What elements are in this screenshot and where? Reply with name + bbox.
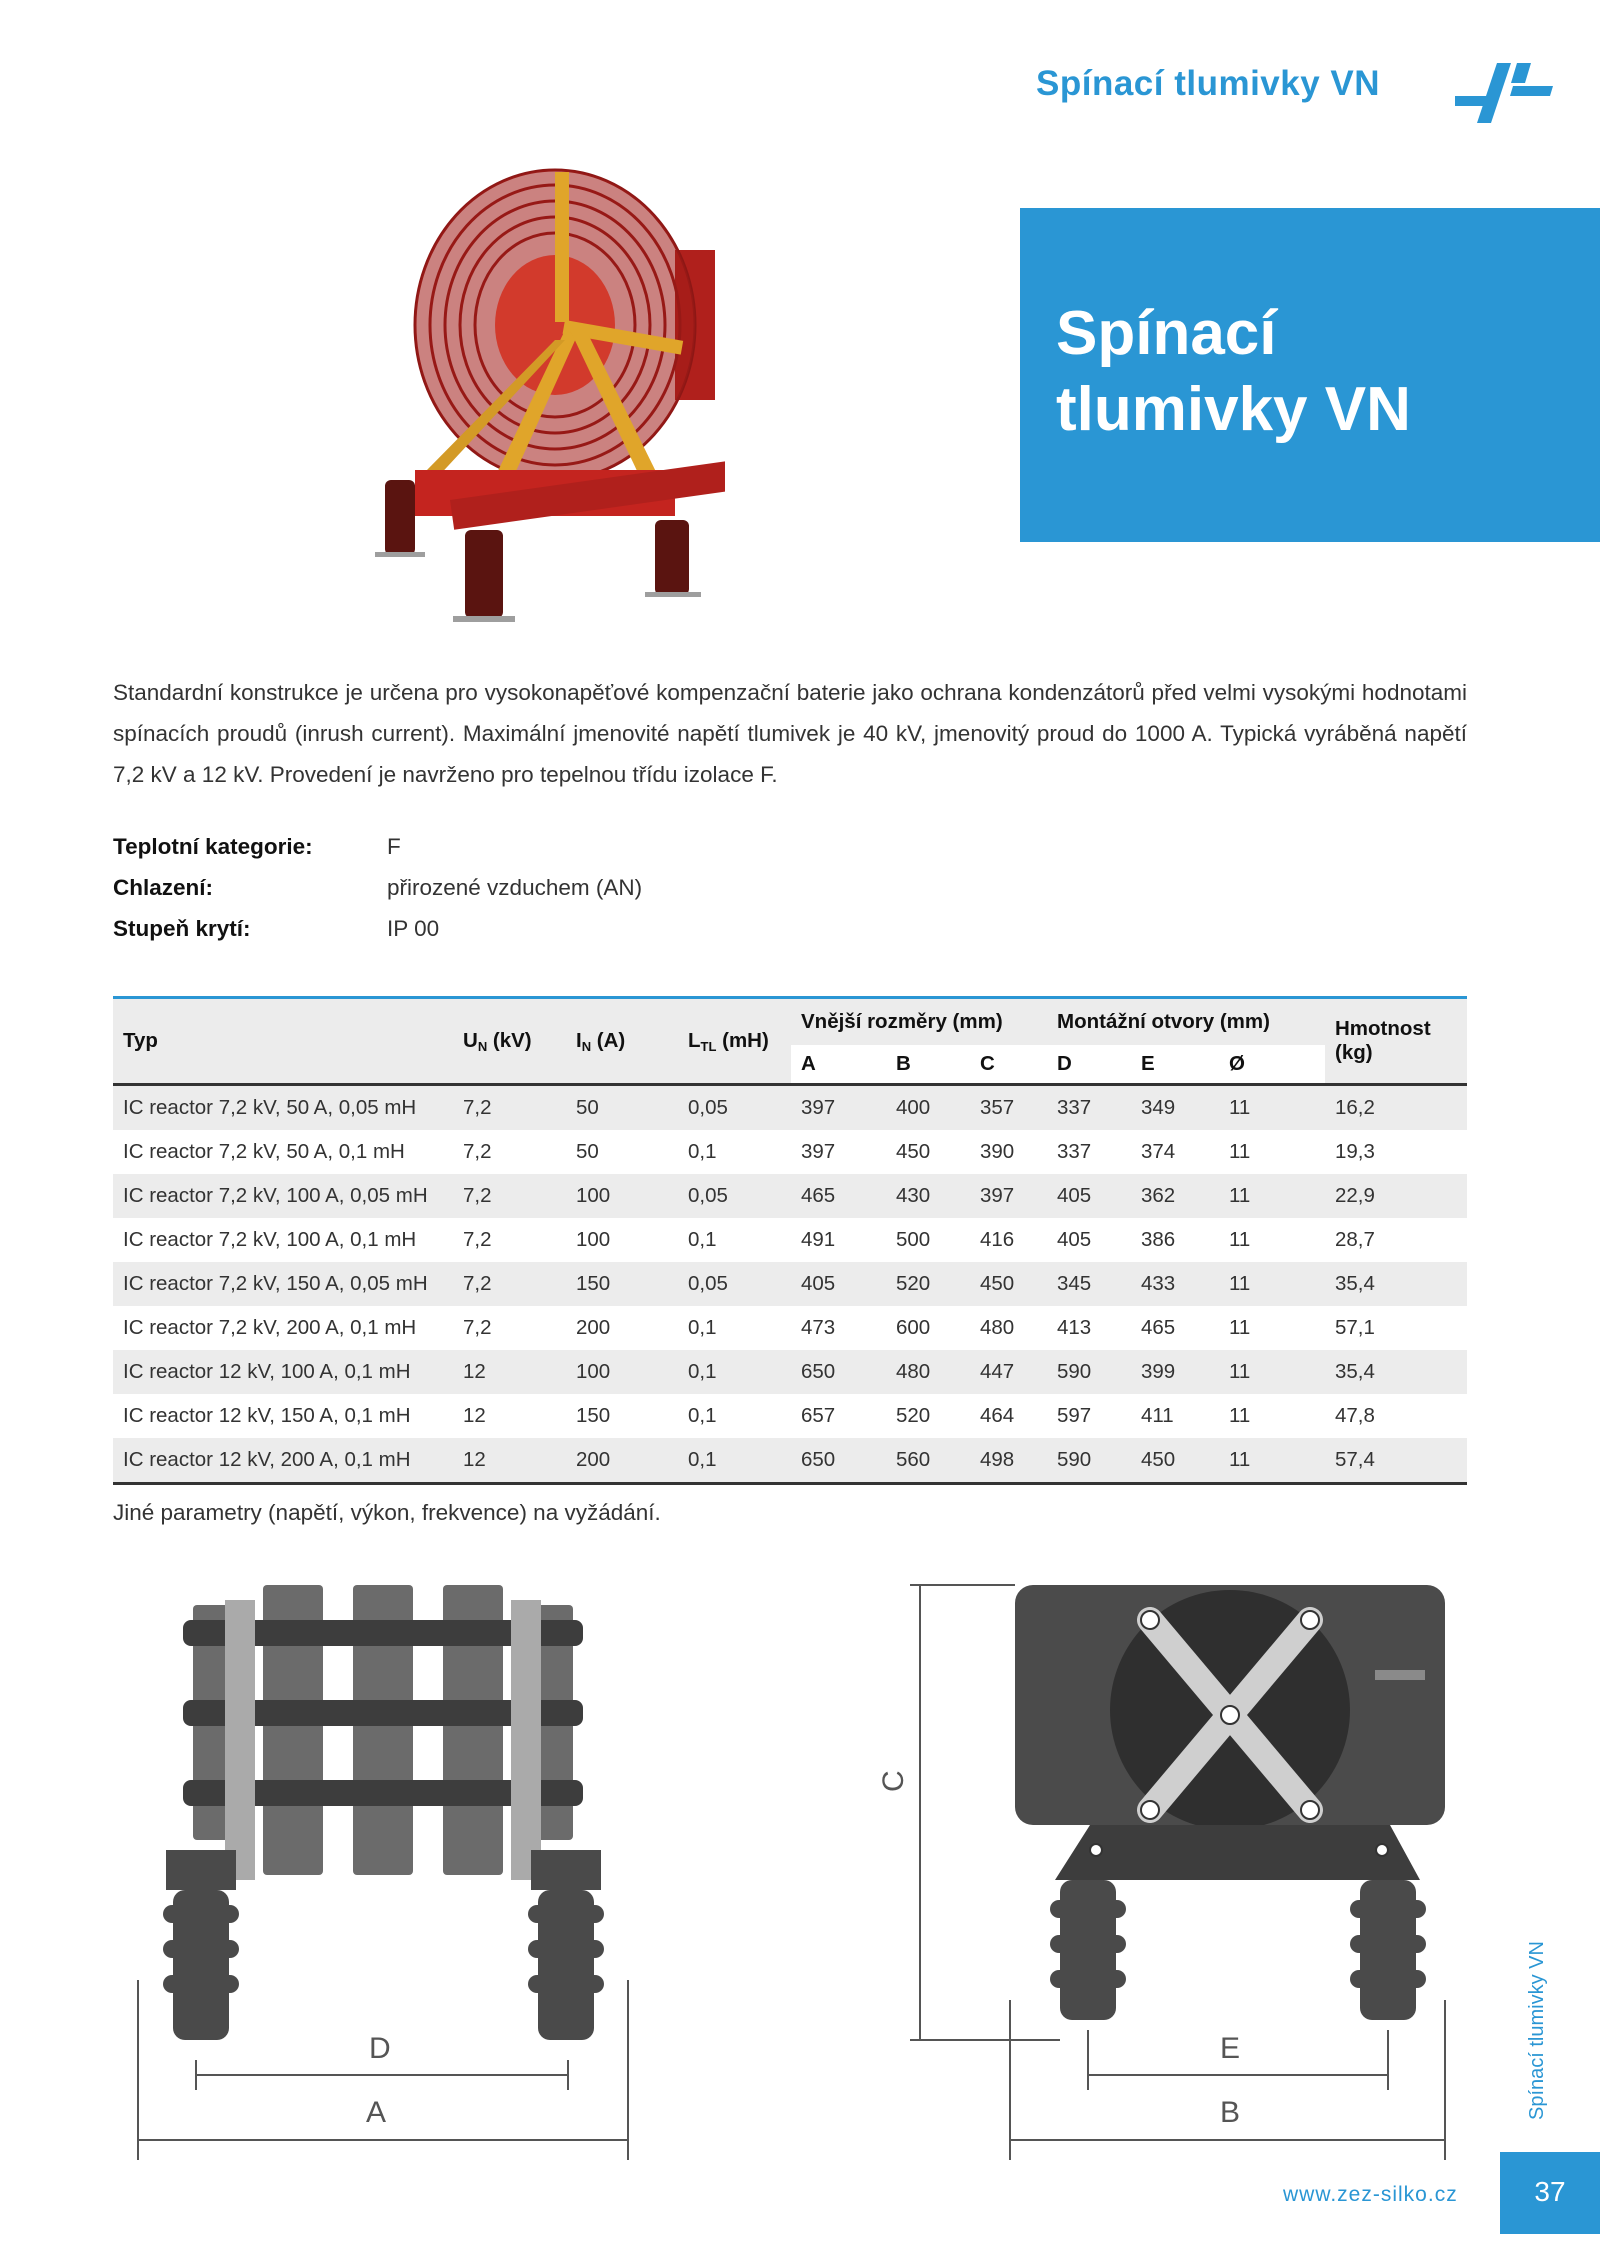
cell: IC reactor 7,2 kV, 200 A, 0,1 mH: [123, 1316, 417, 1339]
header-title: Spínací tlumivky VN: [1036, 64, 1381, 103]
cell: 19,3: [1335, 1140, 1375, 1163]
cell: 0,05: [688, 1184, 728, 1207]
cell: 11: [1229, 1272, 1251, 1295]
cell: 150: [576, 1404, 611, 1427]
cell: 450: [1141, 1448, 1176, 1471]
table-row: [113, 1394, 1467, 1438]
side-view-diagram: [860, 1560, 1470, 2180]
title-line-2: tlumivky VN: [1056, 375, 1411, 444]
cell: 405: [1057, 1228, 1092, 1251]
cell: 0,1: [688, 1316, 717, 1339]
cell: 650: [801, 1360, 836, 1383]
dim-label-a: A: [366, 2096, 387, 2129]
cell: 0,05: [688, 1272, 728, 1295]
cell: 150: [576, 1272, 611, 1295]
cell: IC reactor 12 kV, 200 A, 0,1 mH: [123, 1448, 411, 1471]
cell: 35,4: [1335, 1360, 1375, 1383]
dim-label-b: B: [1220, 2096, 1241, 2129]
cell: 650: [801, 1448, 836, 1471]
cell: 0,1: [688, 1448, 717, 1471]
col-in-unit: (A): [591, 1028, 626, 1052]
cell: 430: [896, 1184, 931, 1207]
cell: IC reactor 12 kV, 150 A, 0,1 mH: [123, 1404, 411, 1427]
cell: 520: [896, 1272, 931, 1295]
col-weight: Hmotnost (kg): [1335, 1017, 1431, 1064]
cell: IC reactor 7,2 kV, 100 A, 0,1 mH: [123, 1228, 417, 1251]
cell: 16,2: [1335, 1096, 1375, 1119]
cell: 7,2: [463, 1228, 492, 1251]
side-label-text: Spínací tlumivky VN: [1526, 1941, 1548, 2120]
table-row: [113, 1262, 1467, 1306]
cell: 520: [896, 1404, 931, 1427]
company-logo: [1455, 58, 1555, 128]
table-body: [113, 1085, 1467, 1484]
cell: 0,1: [688, 1140, 717, 1163]
cell: 411: [1141, 1404, 1174, 1427]
cell: 200: [576, 1316, 611, 1339]
cell: 399: [1141, 1360, 1176, 1383]
page-number: 37: [1534, 2176, 1566, 2207]
cell: 433: [1141, 1272, 1176, 1295]
cell: 590: [1057, 1360, 1092, 1383]
col-c: C: [970, 1045, 1047, 1085]
col-a: A: [791, 1045, 886, 1085]
col-in: [566, 998, 678, 1085]
col-outer-dims: Vnější rozměry (mm): [801, 1010, 1003, 1033]
cell: 480: [896, 1360, 931, 1383]
col-un: [453, 998, 566, 1085]
col-un-main: U: [463, 1028, 478, 1052]
col-b: B: [886, 1045, 970, 1085]
cell: 22,9: [1335, 1184, 1375, 1207]
cell: 7,2: [463, 1184, 492, 1207]
cell: 57,1: [1335, 1316, 1375, 1339]
spec-row: [113, 826, 642, 867]
specs-list: [113, 826, 642, 949]
cell: 464: [980, 1404, 1015, 1427]
spec-label: Teplotní kategorie:: [113, 834, 313, 859]
cell: 357: [980, 1096, 1015, 1119]
col-e: E: [1131, 1045, 1219, 1085]
spec-value: IP 00: [387, 916, 440, 941]
cell: 0,1: [688, 1360, 717, 1383]
col-un-sub: N: [477, 1038, 488, 1054]
cell: 400: [896, 1096, 931, 1119]
col-d: D: [1047, 1045, 1131, 1085]
dim-label-c: C: [877, 1770, 910, 1792]
spec-row: [113, 908, 642, 949]
cell: 447: [980, 1360, 1015, 1383]
cell: 345: [1057, 1272, 1092, 1295]
cell: 11: [1229, 1096, 1251, 1119]
cell: 11: [1229, 1448, 1251, 1471]
reactor-photo: [355, 160, 725, 640]
spec-value: přirozené vzduchem (AN): [387, 875, 643, 900]
col-ltl-sub: TL: [700, 1038, 717, 1054]
cell: 35,4: [1335, 1272, 1375, 1295]
col-in-main: I: [576, 1028, 582, 1052]
cell: 11: [1229, 1228, 1251, 1251]
cell: 480: [980, 1316, 1015, 1339]
cell: 500: [896, 1228, 931, 1251]
cell: 337: [1057, 1140, 1092, 1163]
cell: 465: [1141, 1316, 1176, 1339]
cell: 657: [801, 1404, 836, 1427]
cell: 100: [576, 1184, 611, 1207]
table-row: [113, 1438, 1467, 1484]
cell: 491: [801, 1228, 836, 1251]
footnote: Jiné parametry (napětí, výkon, frekvence) na vyžádání.: [113, 1500, 661, 1525]
title-box: [1020, 208, 1600, 542]
spec-label: Chlazení:: [113, 875, 214, 900]
cell: 100: [576, 1360, 611, 1383]
col-typ: Typ: [123, 1029, 158, 1052]
cell: 405: [801, 1272, 836, 1295]
table-row: [113, 1350, 1467, 1394]
cell: IC reactor 7,2 kV, 100 A, 0,05 mH: [123, 1184, 428, 1207]
cell: 386: [1141, 1228, 1176, 1251]
cell: 11: [1229, 1184, 1251, 1207]
cell: 465: [801, 1184, 836, 1207]
table-row: [113, 1085, 1467, 1131]
cell: 397: [801, 1096, 836, 1119]
spec-value: F: [387, 834, 401, 859]
cell: 498: [980, 1448, 1015, 1471]
cell: 200: [576, 1448, 611, 1471]
cell: 11: [1229, 1140, 1251, 1163]
cell: 7,2: [463, 1316, 492, 1339]
table-row: [113, 1130, 1467, 1174]
cell: 100: [576, 1228, 611, 1251]
cell: 0,1: [688, 1404, 717, 1427]
cell: IC reactor 7,2 kV, 50 A, 0,05 mH: [123, 1096, 417, 1119]
cell: 450: [896, 1140, 931, 1163]
cell: 597: [1057, 1404, 1092, 1427]
cell: IC reactor 7,2 kV, 50 A, 0,1 mH: [123, 1140, 405, 1163]
cell: 450: [980, 1272, 1015, 1295]
table-row: [113, 1174, 1467, 1218]
cell: IC reactor 12 kV, 100 A, 0,1 mH: [123, 1360, 411, 1383]
col-un-unit: (kV): [487, 1028, 532, 1052]
cell: 50: [576, 1096, 599, 1119]
cell: 28,7: [1335, 1228, 1375, 1251]
cell: 590: [1057, 1448, 1092, 1471]
col-ltl: [678, 998, 791, 1085]
col-mount-holes: Montážní otvory (mm): [1057, 1010, 1270, 1033]
spec-row: [113, 867, 642, 908]
cell: 397: [980, 1184, 1015, 1207]
cell: 7,2: [463, 1140, 492, 1163]
cell: 405: [1057, 1184, 1092, 1207]
cell: 337: [1057, 1096, 1092, 1119]
col-ltl-main: L: [688, 1028, 701, 1052]
cell: 11: [1229, 1316, 1251, 1339]
col-in-sub: N: [581, 1038, 592, 1054]
cell: 12: [463, 1360, 486, 1383]
table-row: [113, 1306, 1467, 1350]
website-link[interactable]: www.zez-silko.cz: [1283, 2183, 1458, 2206]
cell: IC reactor 7,2 kV, 150 A, 0,05 mH: [123, 1272, 428, 1295]
cell: 390: [980, 1140, 1015, 1163]
title-line-1: Spínací: [1056, 299, 1277, 368]
cell: 12: [463, 1448, 486, 1471]
cell: 7,2: [463, 1096, 492, 1119]
page-number-box: [1500, 2152, 1600, 2234]
dim-label-e: E: [1220, 2032, 1241, 2065]
cell: 12: [463, 1404, 486, 1427]
cell: 473: [801, 1316, 836, 1339]
cell: 397: [801, 1140, 836, 1163]
cell: 374: [1141, 1140, 1176, 1163]
intro-paragraph: Standardní konstrukce je určena pro vysokonapěťové kompenzační baterie jako ochrana kondenzátorů před velmi vysokými hodnotami spínacích proudů (inrush current). Maximální jmenovité napětí tlumivek je 40 kV, jmenovitý proud do 1000 A. Typická vyráběná napětí 7,2 kV a 12 kV. Provedení je navrženo pro tepelnou třídu izolace F.: [113, 680, 1467, 787]
spec-label: Stupeň krytí:: [113, 916, 251, 941]
cell: 47,8: [1335, 1404, 1375, 1427]
dim-label-d: D: [369, 2032, 391, 2065]
cell: 11: [1229, 1360, 1251, 1383]
cell: 560: [896, 1448, 931, 1471]
front-view-diagram: [113, 1560, 653, 2180]
table-row: [113, 1218, 1467, 1262]
cell: 416: [980, 1228, 1015, 1251]
col-o: Ø: [1219, 1045, 1325, 1085]
cell: 600: [896, 1316, 931, 1339]
cell: 50: [576, 1140, 599, 1163]
cell: 0,1: [688, 1228, 717, 1251]
cell: 413: [1057, 1316, 1092, 1339]
col-ltl-unit: (mH): [716, 1028, 769, 1052]
cell: 11: [1229, 1404, 1251, 1427]
cell: 0,05: [688, 1096, 728, 1119]
cell: 349: [1141, 1096, 1176, 1119]
reactor-table: [113, 996, 1467, 1485]
side-label: [1520, 1900, 1560, 2120]
cell: 362: [1141, 1184, 1176, 1207]
cell: 7,2: [463, 1272, 492, 1295]
cell: 57,4: [1335, 1448, 1375, 1471]
